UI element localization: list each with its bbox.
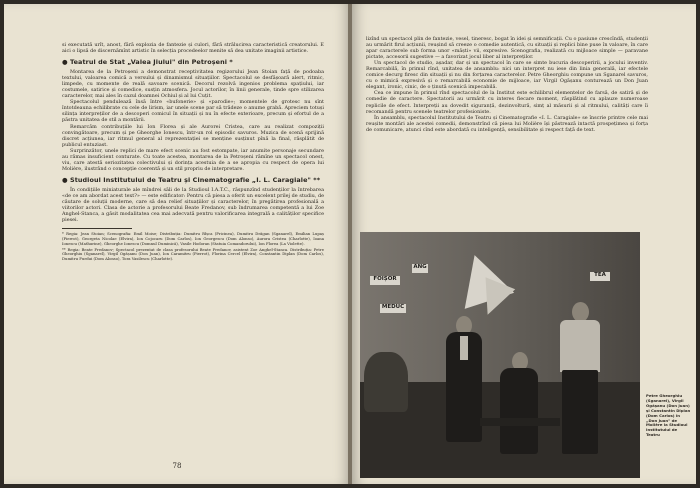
left-page-text-column xyxy=(62,42,324,263)
footnote: * Regia: Jean Stoian; Scenografia: Emil Moise; Distribuția: Dumitru Rîșca (Pricinea), Dumitru Drăgan (Sganarel), Emilian Lupaș (Pierrot), Georgeta Nicolae (Elvira), Ion Cojocaru (Dom Carlos), Ion Georgescu (Dom Alonso), Aurora Cristea (Charlotte), Ioana Ionescu (Mathurine), Gheorghe Ionescu (Domnul Duminică), Vasile Hodoran (Statuia Comandorului), Ion Florea (La Violette). xyxy=(62,231,324,246)
actor-head xyxy=(572,302,589,322)
footnote: ** Regia: Beate Fredanov; Spectacol prezentat de clasa profesorului Beate Fredanov, asistent Zoe Anghel-Stanca. Distribuția: Petre Gheorghiu (Sganarel), Virgil Ogășanu (Don Juan), Ion Caramitru (Pierrot), Florina Cercel (Elvira), Constantin Diplan (Dom Carlos), Dumitru Furdui (Dom Alonso), Tora Vasilescu (Charlotte). xyxy=(62,246,324,262)
section-studio-body xyxy=(62,187,324,223)
intro-text xyxy=(62,42,324,54)
footnotes xyxy=(62,232,324,262)
performance-photo xyxy=(360,232,640,478)
paragraph: Un spectacol de studio, așadar, dar și un spectacol în care se simte bucuria descoperirii, a jocului inventiv. Remarcabilă, în primul rînd, unitatea de ansamblu: nici un interpret nu iese din linia generală, iar efectele comice decurg firesc din situații și nu din forțarea caracterelor. Petre Gheorghiu compune un Sganarel savuros, cu o mimică expresivă și o remarcabilă economie de mijloace, iar Virgil Ogășanu conturează un Don Juan elegant, ironic, cinic, de o ținută scenică impecabilă. xyxy=(366,60,648,91)
actor-shirt xyxy=(460,336,468,360)
section-petrosani-body xyxy=(62,69,324,172)
left-page xyxy=(4,4,350,484)
photo-sign: FOIȘOR xyxy=(370,276,400,285)
paragraph: În ansamblu, spectacolul Institutului de Teatru și Cinematografie «I. L. Caragiale» se înscrie printre cele mai reușite montări ale acestei comedii, demonstrînd că piesa lui Molière își păstrează intactă prospețimea și forța de comunicare, atunci cînd este abordată cu inteligență, sensibilitate și respect față de text. xyxy=(366,114,648,133)
photo-plant xyxy=(364,352,408,412)
footnote-separator xyxy=(62,228,132,229)
paragraph: lizînd un spectacol plin de fantezie, vesel, tineresc, bogat în idei și semnificații. Cu o pasiune crescîndă, studenții au urmărit firul acțiunii, reușind să creeze o comedie autentică, cu situații și replici bine puse în valoare, în care apar caracterele sub forma unor «măști» vii, expresive. Scenografia, realizată cu mijloace simple — paravane pictate, accesorii sugestive — a favorizat jocul liber al interpreților. xyxy=(366,36,648,61)
actor-figure xyxy=(562,370,598,454)
book-spread xyxy=(4,4,696,484)
paragraph: Surprinzător, unele replici de mare efect scenic au fost estompate, iar anumite personaje secundare au rămas insuficient conturate. Cu toate acestea, montarea de la Petroșeni rămîne un spectacol onest, viu, care atestă seriozitatea colectivului și dorința acestuia de a se apropia cu respect de opera lui Molière, ilustrând o concepție coerentă și un stil propriu de interpretare. xyxy=(62,147,324,172)
actor-figure xyxy=(500,368,538,454)
section-title-studio: ● Studioul Institutului de Teatru și Cinematografie „I. L. Caragiale" ** xyxy=(62,175,321,184)
right-page-text-column xyxy=(366,36,648,133)
photo-sign: MEDUC xyxy=(380,304,406,313)
paragraph: Spectacolul pendulează însă între «bufonerie» și «parodie»; momentele de grotesc nu sînt întotdeauna echilibrate cu cele de lirism, iar unele scene par să trădeze o anume grabă. Apreciem totuși silința interpreților de a descoperi comicul în situații și nu în efecte exterioare, precum și efortul de a păstra unitatea de stil a montării. xyxy=(62,99,324,124)
right-page xyxy=(352,4,696,484)
intro-paragraph: si executată urît, anost, fără explozia de fantezie și culori, fără strălucirea caracteristică creatorului. E aici o lipsă de discernămînt artistic în selecția procedeelor menite să dea unitate imaginii artistice. xyxy=(62,42,324,55)
paragraph: În condițiile miniaturale ale mîndrei săli de la Studioul I.A.T.C., răspunzînd studenților la întrebarea «de ce am abordat acest text?» — este edificator: Pentru că piesa a oferit un excelent prilej de studiu, de căutare de soluții moderne, care să dea relief situațiilor și caracterelor, în pregătirea profesională a viitorilor actori. Clasa de actorie a profesorului Beate Fredanov, sub îndrumarea competentă a lui Zoe Anghel-Stanca, a găsit modalitatea cea mai adecvată pentru valorificarea integrală a calităților specifice piesei. xyxy=(62,186,324,224)
actor-shirt xyxy=(560,320,600,372)
paragraph: Montarea de la Petroșeni a demonstrat receptivitatea regizorului Jean Stoian față de podoaba textului, valoarea comică a versului și dinamismul situațiilor. Spectacolul se desfășoară alert, ritmic, limpede, cu momente de reală savoare scenică. Decorul rezolvă ingenios problema spațiului, iar costumele, satirice și comedice, susțin atmosfera. Jocul actorilor, în linii generale, tinde spre stilizarea caracterelor, mai ales în cazul doamnei Ochiul și al lui Cuțit. xyxy=(62,69,324,100)
photo-sign: ANG xyxy=(412,264,428,273)
photo-caption: Petre Gheorghiu (Sganarel), Virgil Ogășanu (Don Juan) și Constantin Diplan (Dom Carlos) în „Don Juan" de Molière la Studioul Institutului de Teatru xyxy=(646,393,691,438)
photo-table xyxy=(480,418,560,426)
photo-sign: TEA xyxy=(590,272,610,281)
paragraph: Remarcăm contribuțiile lui Ion Florea și ale Aurorei Cristea, care au realizat compoziții convingătoare, precum și pe Gheorghe Ionescu, într-un rol episodic savuros. Muzica de scenă sprijină discret acțiunea, iar ritmul general al reprezentației se menține susținut pînă la final, răsplătit de publicul entuziast. xyxy=(62,123,324,148)
paragraph: Cea ce impune în primul rînd spectacolul de la Institut este echilibrul elementelor de farsă, de satiră și de comedie de caractere. Spectatorii au urmărit cu interes fiecare moment, răsplătind cu aplauze numeroase replicile de efect. Interpreții au dovedit siguranță, dezinvoltură, simț al măsurii și al ritmului, calități care îi recomandă pentru scenele teatrelor profesioniste. xyxy=(366,90,648,115)
section-title-petrosani: ● Teatrul de Stat „Valea Jiului" din Petroșeni * xyxy=(62,58,233,67)
page-number: 78 xyxy=(172,462,182,470)
right-page-body xyxy=(366,36,648,133)
